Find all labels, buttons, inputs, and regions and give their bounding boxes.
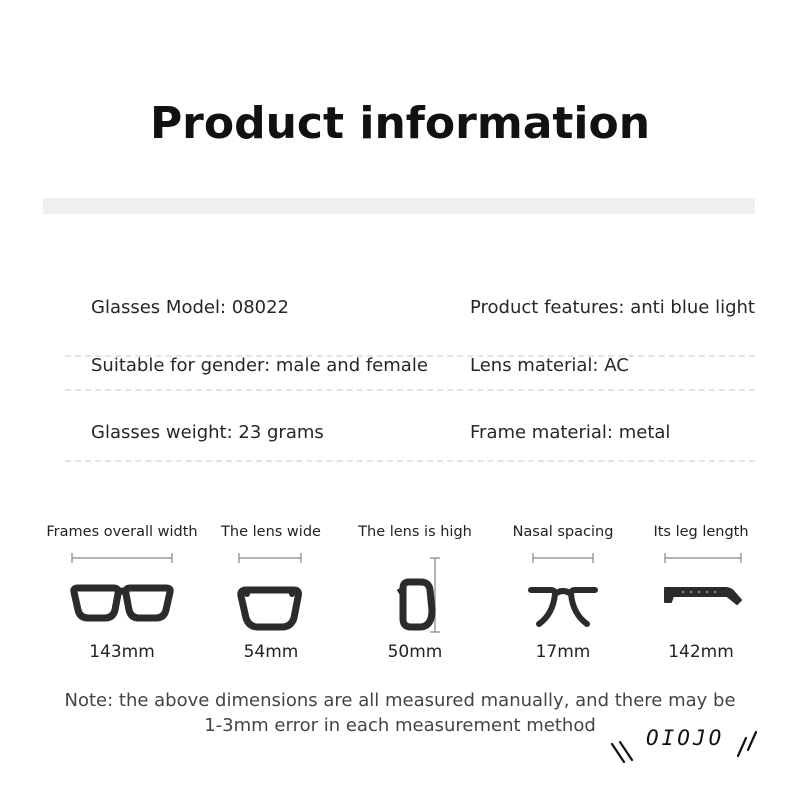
spec-weight: Glasses weight: 23 grams [91, 422, 324, 443]
dimension-value: 142mm [668, 642, 734, 662]
temple-arm-icon [621, 544, 781, 634]
dimension-label: Frames overall width [46, 524, 198, 540]
spec-features: Product features: anti blue light [470, 297, 755, 318]
dimension-value: 143mm [89, 642, 155, 662]
nose-bridge-icon [483, 544, 643, 634]
glasses-front-icon [42, 544, 202, 634]
page-title: Product information [149, 98, 651, 149]
dimension-leg-length [621, 524, 781, 662]
dimension-value: 17mm [535, 642, 591, 662]
dimension-label: The lens wide [221, 524, 321, 540]
spec-gender: Suitable for gender: male and female [91, 355, 428, 376]
spec-lens-material: Lens material: AC [470, 355, 629, 376]
brand-logo [608, 722, 768, 770]
dimension-label: The lens is high [358, 524, 472, 540]
spec-row [65, 422, 755, 462]
lens-height-icon [335, 544, 495, 634]
dimension-lens-width [191, 524, 351, 662]
spec-row [65, 297, 755, 357]
dimension-nasal-spacing [483, 524, 643, 662]
lens-width-icon [191, 544, 351, 634]
spec-model: Glasses Model: 08022 [91, 297, 289, 318]
brand-name: OIOJO [646, 726, 725, 750]
measurement-note-line1: Note: the above dimensions are all measured manually, and there may be [64, 690, 736, 711]
dimension-overall-width [42, 524, 202, 662]
spec-frame-material: Frame material: metal [470, 422, 671, 443]
divider-band [43, 198, 755, 214]
spec-row [65, 355, 755, 391]
dimension-value: 54mm [243, 642, 299, 662]
dimension-label: Its leg length [653, 524, 749, 540]
measurement-note-line2: 1-3mm error in each measurement method [204, 715, 596, 736]
dimension-lens-height [335, 524, 495, 662]
dimension-value: 50mm [387, 642, 443, 662]
dimension-label: Nasal spacing [512, 524, 614, 540]
